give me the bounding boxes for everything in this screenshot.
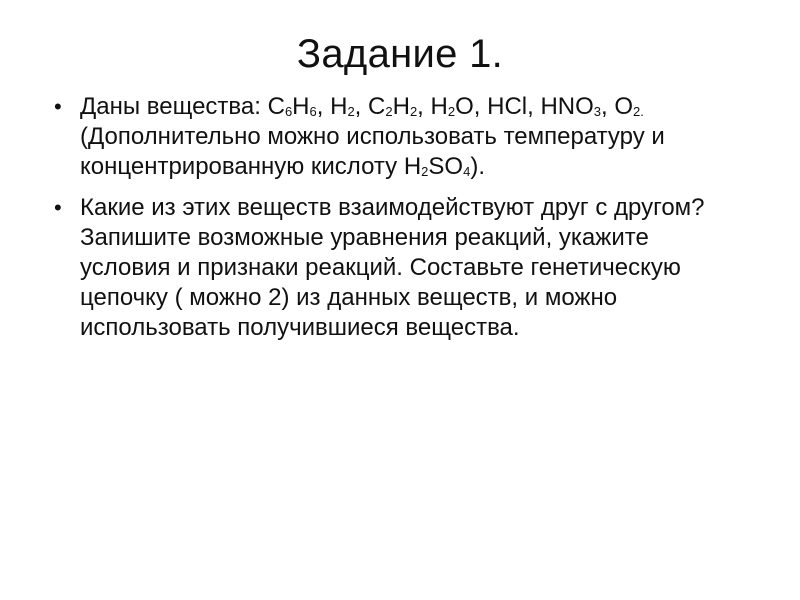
formula-c6h6: C6H6	[267, 93, 317, 120]
task-text: Какие из этих веществ взаимодействуют друг с другом? Запишите возможные уравнения реакций, укажите условия и признаки реакций. Составьте генетическую цепочку ( можно 2) из данных веществ, и можно использовать получившиеся вещества.	[80, 194, 705, 341]
bullet-item-task	[50, 193, 740, 343]
substances-lead: Даны вещества:	[80, 93, 268, 120]
bullet-list	[50, 92, 740, 354]
formula-h2so4: H2SO4	[403, 153, 471, 180]
formula-hno3: HNO3	[540, 93, 602, 120]
formula-c2h2: C2H2	[368, 93, 418, 120]
bullet-icon: •	[54, 94, 62, 119]
bullet-icon: •	[54, 195, 62, 220]
formula-h2: H2	[330, 93, 355, 120]
slide-title: Задание 1.	[296, 32, 504, 76]
formula-h2o: H2O	[430, 93, 474, 120]
extra-conditions: (Дополнительно можно использовать температуру и концентрированную кислоту	[80, 123, 665, 180]
formula-o2: O2.	[614, 93, 644, 120]
formula-hcl: HCl	[487, 93, 528, 120]
bullet-item-substances: • Даны вещества: C6H6, H2, C2H2, H2O, HCl, HNO3, O2. (Дополнительно можно использовать температуру и концентрированную кислоту H2SO4).	[54, 93, 665, 180]
